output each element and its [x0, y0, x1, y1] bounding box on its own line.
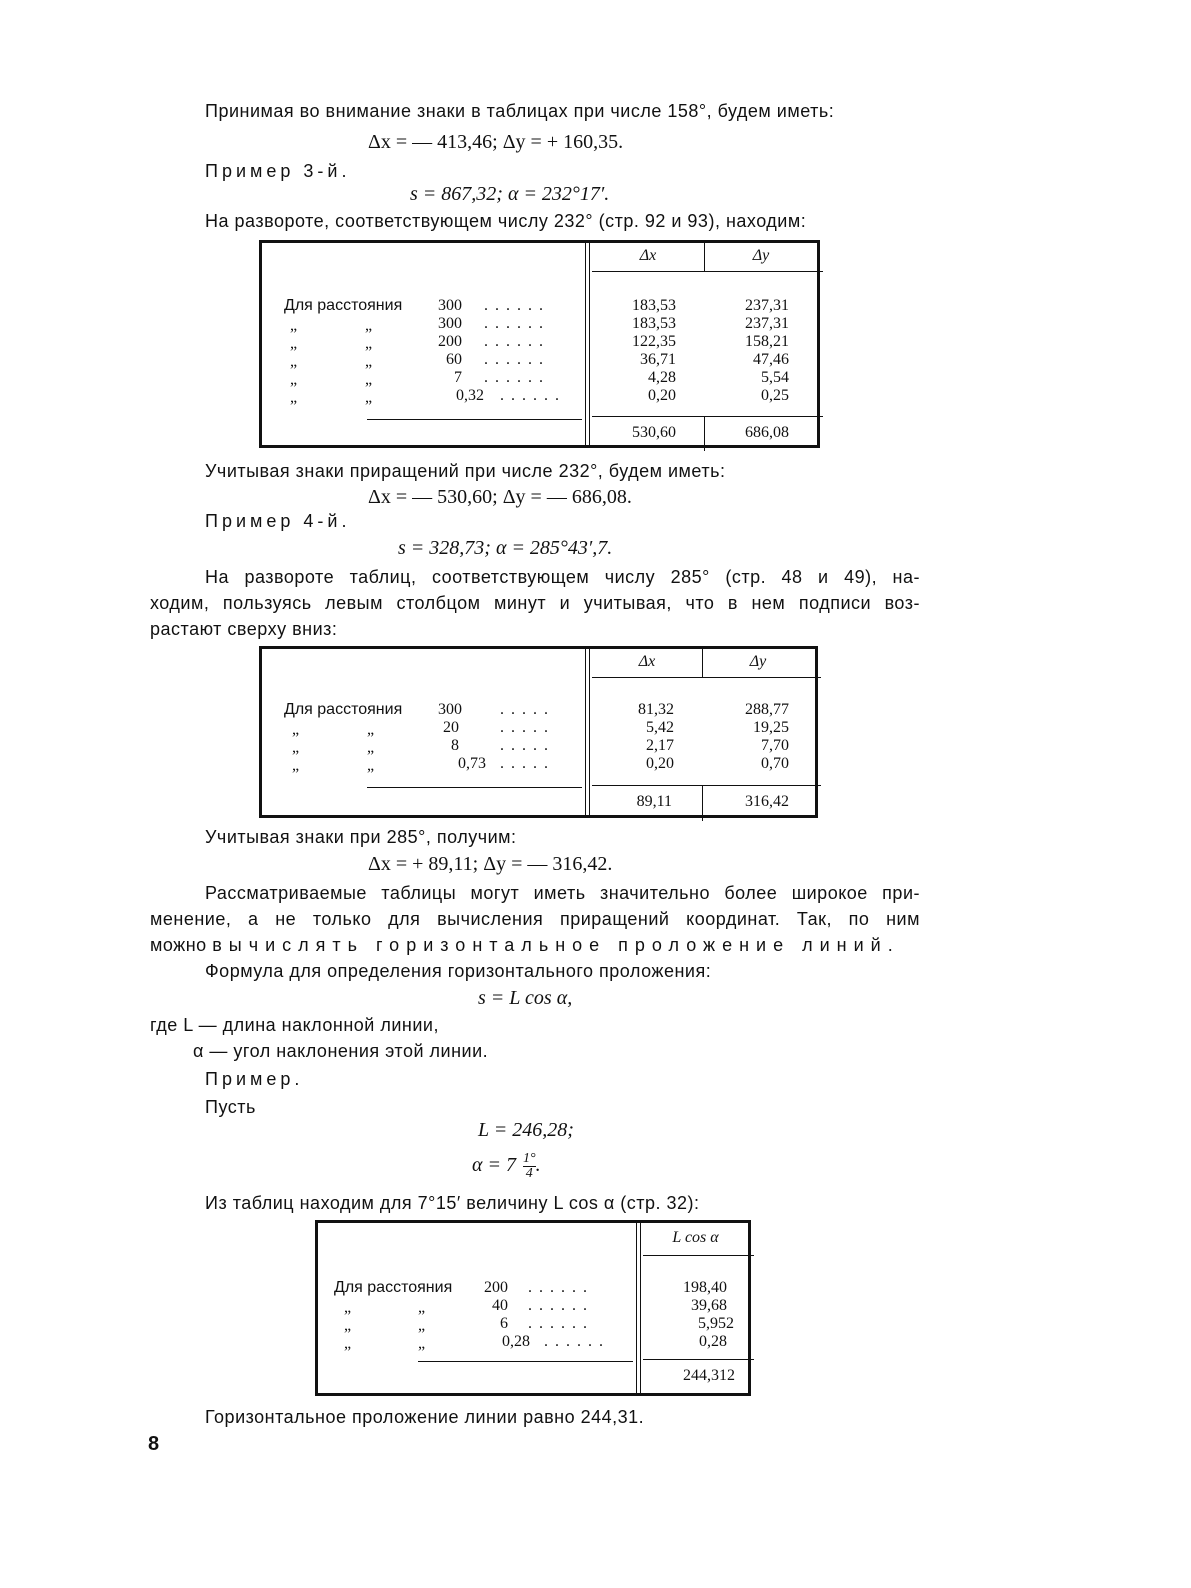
lcos-value: 198,40: [683, 1279, 727, 1296]
header-lcos: L cos α: [672, 1229, 719, 1246]
ditto-mark: „: [367, 721, 375, 738]
formula-result-158: Δx = — 413,46; Δy = + 160,35.: [368, 131, 624, 153]
header-dy: Δy: [752, 247, 770, 264]
header-dy: Δy: [749, 653, 767, 670]
dy-value: 0,25: [761, 387, 789, 404]
paragraph-232-signs: Учитывая знаки приращений при числе 232°, будем иметь:: [205, 461, 726, 481]
dx-total: 530,60: [632, 424, 676, 441]
dy-total: 686,08: [745, 424, 789, 441]
ditto-mark: „: [292, 721, 300, 738]
where-line-1: [150, 1014, 439, 1036]
ditto-mark: „: [344, 1335, 352, 1352]
dy-value: 237,31: [745, 297, 789, 314]
distance-value: 0,73: [458, 755, 486, 772]
leader-dots: .....: [500, 719, 555, 736]
ditto-mark: „: [344, 1299, 352, 1316]
dy-value: 19,25: [753, 719, 789, 736]
lcos-value: 5,952: [698, 1315, 734, 1332]
distance-value: 6: [500, 1315, 508, 1332]
ditto-mark: „: [418, 1335, 426, 1352]
formula-L: L = 246,28;: [478, 1119, 574, 1141]
ditto-mark: „: [365, 317, 373, 334]
sum-line-left: [367, 787, 582, 788]
header-dx: Δx: [638, 653, 656, 670]
text-segment: где: [150, 1015, 178, 1035]
table-divider: [585, 243, 590, 445]
ditto-mark: „: [367, 757, 375, 774]
formula-projection: s = L cos α,: [478, 987, 573, 1009]
sum-line-right: [592, 785, 821, 786]
ditto-mark: „: [344, 1317, 352, 1334]
leader-dots: ......: [528, 1279, 594, 1296]
distance-value: 60: [446, 351, 462, 368]
ditto-mark: „: [290, 317, 298, 334]
where-line-2: α — угол наклонения этой линии.: [193, 1041, 489, 1061]
header-underline: [592, 677, 821, 678]
dx-value: 36,71: [640, 351, 676, 368]
leader-dots: ......: [484, 333, 550, 350]
ditto-mark: „: [367, 739, 375, 756]
distance-value: 0,32: [456, 387, 484, 404]
leader-dots: ......: [528, 1297, 594, 1314]
dy-value: 0,70: [761, 755, 789, 772]
leader-dots: ......: [484, 315, 550, 332]
dx-value: 81,32: [638, 701, 674, 718]
ditto-mark: „: [290, 389, 298, 406]
leader-dots: .....: [500, 701, 555, 718]
leader-dots: ......: [484, 369, 550, 386]
leader-dots: ......: [484, 297, 550, 314]
dy-value: 5,54: [761, 369, 789, 386]
paragraph-application-line3: [150, 934, 900, 956]
ditto-mark: „: [290, 353, 298, 370]
distance-value: 300: [438, 701, 462, 718]
paragraph-285-signs: Учитывая знаки при 285°, получим:: [205, 827, 517, 847]
spaced-emphasis: вычислять горизонтальное проложение линий.: [212, 935, 900, 955]
text-segment: L — длина наклонной линии,: [183, 1015, 439, 1035]
dy-value: 288,77: [745, 701, 789, 718]
page-number: 8: [148, 1433, 160, 1455]
distance-value: 20: [443, 719, 459, 736]
paragraph-285-line1: На развороте таблиц, соответствующем числу 285° (стр. 48 и 49), на-: [205, 567, 920, 587]
paragraph-158: Принимая во внимание знаки в таблицах при числе 158°, будем иметь:: [205, 101, 835, 121]
distance-value: 300: [438, 297, 462, 314]
ditto-mark: „: [365, 389, 373, 406]
paragraph-232: На развороте, соответствующем числу 232° (стр. 92 и 93), находим:: [205, 211, 807, 231]
ditto-mark: „: [365, 371, 373, 388]
header-dx: Δx: [639, 247, 657, 264]
ditto-mark: „: [418, 1317, 426, 1334]
formula-result-232: Δx = — 530,60; Δy = — 686,08.: [368, 486, 632, 508]
fraction-denominator: 4: [525, 1166, 533, 1181]
lcos-total: 244,312: [683, 1367, 735, 1384]
dy-value: 7,70: [761, 737, 789, 754]
ditto-mark: „: [418, 1299, 426, 1316]
table-divider: [636, 1223, 641, 1393]
paragraph-application-line2: менение, а не только для вычисления приращений координат. Так, по ним: [150, 909, 920, 929]
paragraph-table-lookup: Из таблиц находим для 7°15′ величину L cos α (стр. 32):: [205, 1193, 700, 1213]
dy-value: 47,46: [753, 351, 789, 368]
dx-value: 0,20: [648, 387, 676, 404]
ditto-mark: „: [365, 335, 373, 352]
dx-value: 5,42: [646, 719, 674, 736]
dy-total: 316,42: [745, 793, 789, 810]
example-4-title: Пример 4-й.: [205, 511, 351, 531]
sum-line-left: [418, 1361, 633, 1362]
distance-value: 300: [438, 315, 462, 332]
text-segment: можно: [150, 935, 207, 955]
ditto-mark: „: [292, 739, 300, 756]
header-underline: [643, 1255, 754, 1256]
dy-value: 237,31: [745, 315, 789, 332]
leader-dots: ......: [500, 387, 566, 404]
formula-example-3: s = 867,32; α = 232°17′.: [410, 183, 610, 205]
formula-result-285: Δx = + 89,11; Δy = — 316,42.: [368, 853, 613, 875]
paragraph-285-line3: растают сверху вниз:: [150, 619, 338, 639]
lcos-value: 39,68: [691, 1297, 727, 1314]
row-label: Для расстояния: [334, 1279, 453, 1296]
formula-alpha: [472, 1152, 541, 1181]
leader-dots: ......: [544, 1333, 610, 1350]
dx-value: 122,35: [632, 333, 676, 350]
dy-value: 158,21: [745, 333, 789, 350]
dx-total: 89,11: [636, 793, 672, 810]
distance-value: 8: [451, 737, 459, 754]
leader-dots: ......: [528, 1315, 594, 1332]
distance-value: 0,28: [502, 1333, 530, 1350]
increments-table-232: [259, 240, 820, 448]
example-3-title: Пример 3-й.: [205, 161, 351, 181]
row-label: Для расстояния: [284, 701, 403, 718]
distance-value: 200: [484, 1279, 508, 1296]
header-underline: [592, 271, 823, 272]
fraction: [523, 1152, 536, 1181]
leader-dots: .....: [500, 755, 555, 772]
paragraph-application-line1: Рассматриваемые таблицы могут иметь значительно более широкое при-: [205, 883, 920, 903]
distance-value: 40: [492, 1297, 508, 1314]
dx-value: 2,17: [646, 737, 674, 754]
increments-table-285: [259, 646, 818, 818]
table-divider: [585, 649, 590, 815]
let-word: Пусть: [205, 1097, 256, 1117]
formula-example-4: s = 328,73; α = 285°43′,7.: [398, 537, 613, 559]
dx-value: 183,53: [632, 315, 676, 332]
paragraph-formula-intro: Формула для определения горизонтального проложения:: [205, 961, 712, 981]
ditto-mark: „: [290, 371, 298, 388]
leader-dots: ......: [484, 351, 550, 368]
row-label: Для расстояния: [284, 297, 403, 314]
lcos-table: [315, 1220, 751, 1396]
example-5-title: Пример.: [205, 1069, 304, 1089]
text-segment: .: [535, 1154, 541, 1177]
paragraph-285-line2: ходим, пользуясь левым столбцом минут и учитывая, что в нем подписи воз-: [150, 593, 920, 613]
ditto-mark: „: [290, 335, 298, 352]
leader-dots: .....: [500, 737, 555, 754]
sum-line-right: [592, 416, 823, 417]
paragraph-conclusion: Горизонтальное проложение линии равно 244,31.: [205, 1407, 645, 1427]
sum-line-right: [643, 1359, 754, 1360]
ditto-mark: „: [292, 757, 300, 774]
sum-line-left: [367, 419, 582, 420]
distance-value: 200: [438, 333, 462, 350]
fraction-numerator: 1°: [523, 1151, 536, 1166]
lcos-value: 0,28: [699, 1333, 727, 1350]
distance-value: 7: [454, 369, 462, 386]
dx-value: 183,53: [632, 297, 676, 314]
dx-value: 4,28: [648, 369, 676, 386]
ditto-mark: „: [365, 353, 373, 370]
dx-value: 0,20: [646, 755, 674, 772]
text-segment: α = 7: [472, 1154, 516, 1177]
